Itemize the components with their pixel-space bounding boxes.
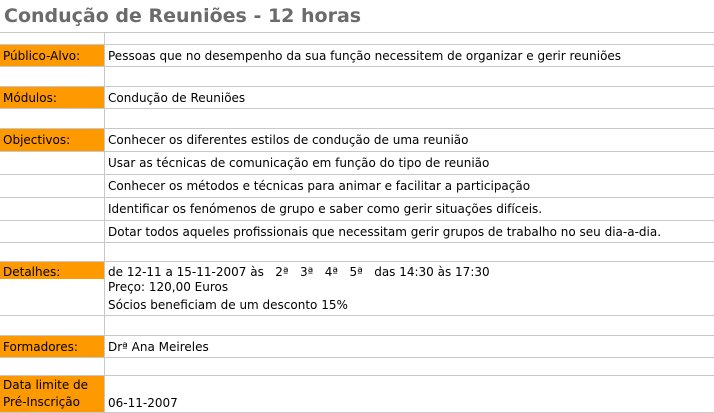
blank-row xyxy=(0,66,714,86)
cell-empty[interactable] xyxy=(0,152,105,174)
publico-label[interactable]: Público-Alvo: xyxy=(0,45,105,66)
objectivo-item[interactable]: Conhecer os diferentes estilos de condução de uma reunião xyxy=(108,133,469,147)
objectivo-item[interactable]: Dotar todos aqueles profissionais que necessitam gerir grupos de trabalho no seu dia-a-dia. xyxy=(108,225,662,239)
blank-row xyxy=(0,32,714,44)
objectivos-label[interactable]: Objectivos: xyxy=(0,129,105,151)
cell-empty[interactable] xyxy=(0,109,105,128)
modulos-label[interactable]: Módulos: xyxy=(0,87,105,108)
cell-empty[interactable] xyxy=(0,316,105,335)
blank-row xyxy=(0,242,714,261)
objectivos-row xyxy=(0,151,714,174)
cell-empty[interactable] xyxy=(0,279,105,295)
cell-empty[interactable] xyxy=(105,243,714,261)
objectivo-item[interactable]: Usar as técnicas de comunicação em função do tipo de reunião xyxy=(108,156,490,170)
objectivos-row xyxy=(0,220,714,242)
detalhes-dates[interactable]: de 12-11 a 15-11-2007 às 2ª 3ª 4ª 5ª das 14:30 às 17:30 xyxy=(108,265,490,279)
blank-row xyxy=(0,108,714,128)
formadores-value[interactable]: Drª Ana Meireles xyxy=(108,340,209,354)
cell-empty[interactable] xyxy=(105,67,714,86)
cell-empty[interactable] xyxy=(105,109,714,128)
detalhes-row xyxy=(0,295,714,315)
data-limite-row xyxy=(0,375,714,413)
data-limite-label-line2: Pré-Inscrição xyxy=(3,395,80,409)
detalhes-preco[interactable]: Preço: 120,00 Euros xyxy=(108,280,229,294)
cell-empty[interactable] xyxy=(0,33,105,44)
detalhes-desconto[interactable]: Sócios beneficiam de um desconto 15% xyxy=(108,298,348,312)
cell-empty[interactable] xyxy=(0,67,105,86)
detalhes-row xyxy=(0,279,714,295)
cell-empty[interactable] xyxy=(0,221,105,242)
objectivo-item[interactable]: Identificar os fenómenos de grupo e saber como gerir situações difíceis. xyxy=(108,202,543,216)
data-limite-label-line1: Data limite de xyxy=(3,378,89,392)
cell-empty[interactable] xyxy=(0,243,105,261)
objectivos-row xyxy=(0,174,714,197)
publico-value[interactable]: Pessoas que no desempenho da sua função necessitem de organizar e gerir reuniões xyxy=(108,49,622,63)
objectivos-row xyxy=(0,128,714,151)
cell-empty[interactable] xyxy=(0,358,105,375)
detalhes-row xyxy=(0,261,714,279)
cell-empty[interactable] xyxy=(0,175,105,197)
cell-empty[interactable] xyxy=(105,358,714,375)
data-limite-value[interactable]: 06-11-2007 xyxy=(108,396,178,410)
formadores-label[interactable]: Formadores: xyxy=(0,336,105,357)
modulos-row xyxy=(0,86,714,108)
objectivos-row xyxy=(0,197,714,220)
detalhes-label[interactable]: Detalhes: xyxy=(0,262,105,279)
cell-empty[interactable] xyxy=(105,33,714,44)
cell-empty[interactable] xyxy=(0,295,105,315)
objectivo-item[interactable]: Conhecer os métodos e técnicas para animar e facilitar a participação xyxy=(108,179,531,193)
blank-row xyxy=(0,315,714,335)
cell-empty[interactable] xyxy=(105,316,714,335)
blank-row xyxy=(0,357,714,375)
modulos-value[interactable]: Condução de Reuniões xyxy=(108,91,246,105)
cell-empty[interactable] xyxy=(0,198,105,220)
page-title: Condução de Reuniões - 12 horas xyxy=(4,5,362,27)
formadores-row xyxy=(0,335,714,357)
data-limite-label[interactable] xyxy=(0,376,105,412)
publico-row xyxy=(0,44,714,66)
title-row xyxy=(0,0,714,32)
